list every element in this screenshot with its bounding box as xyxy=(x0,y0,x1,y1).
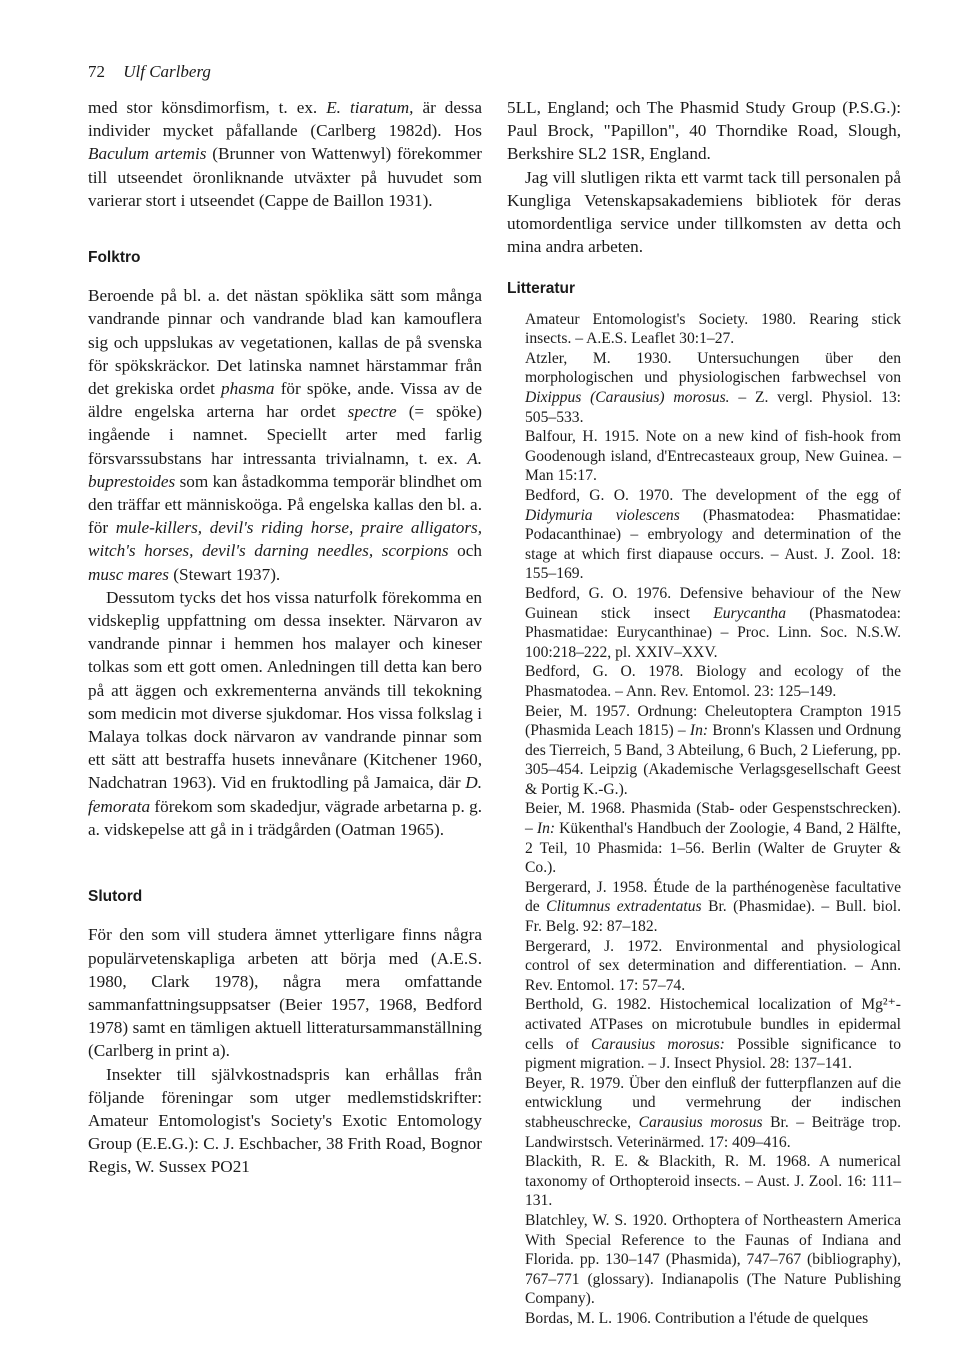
text-run: Bordas, M. L. 1906. Contribution a l'étude de quelques xyxy=(525,1309,869,1327)
text-run: Beyer, R. 1979. Über den einfluß der futterpflanzen auf die entwicklung und vermehrung der indischen stabheuschrecke, xyxy=(525,1074,901,1131)
text-run: (Brunner von Wattenwyl) förekommer till utseendet öronliknande utväxter på huvudet som varierar stort i utseendet (Cappe de Baillon 1931). xyxy=(88,144,482,210)
address-paragraph xyxy=(507,96,901,166)
left-column xyxy=(88,96,482,1179)
text-run: (Phasmatodea: Phasmatidae: Podacanthinae) – embryology and determination of the stage at which first diapause occurs. – Aust. J. Zool. 18: 155–169. xyxy=(525,506,901,583)
italic-text: spectre xyxy=(347,402,397,422)
italic-text: Carausius morosus: xyxy=(591,1035,725,1053)
italic-text: phasma xyxy=(221,379,275,399)
reference-entry xyxy=(507,1211,901,1309)
reference-entry xyxy=(507,702,901,800)
italic-text: mule-killers, devil's riding horse, praire alligators, witch's horses, devil's darning needles, scorpions xyxy=(88,518,482,561)
text-run: Bedford, G. O. 1970. The development of the egg of xyxy=(525,486,901,504)
slutord-paragraph-2 xyxy=(88,1063,482,1179)
italic-text: Dixippus (Carausius) morosus. xyxy=(525,389,730,406)
section-heading-slutord: Slutord xyxy=(88,888,143,906)
italic-text: D. femorata xyxy=(88,773,482,816)
text-run: Beier, M. 1968. Phasmida (Stab- oder Gespenstschrecken). – xyxy=(525,800,901,838)
text-run: (Stewart 1937). xyxy=(169,564,281,584)
author-name: Ulf Carlberg xyxy=(123,62,211,81)
reference-entry xyxy=(507,486,901,584)
reference-entry xyxy=(507,799,901,877)
text-run: För den som vill studera ämnet ytterligare finns några populärvetenskapliga arbeten att börja med (A.E.S. 1980, Clark 1978), några mera omfattande sammanfattningsuppsatser (Beier 1957, 1968, Bedford 1978) samt en tämligen aktuell litteratursammanställning (Carlberg in print a). xyxy=(88,925,482,1061)
section-heading-litteratur: Litteratur xyxy=(507,280,576,298)
text-run: Blackith, R. E. & Blackith, R. M. 1968. A numerical taxonomy of Orthopteroid insects. – Aust. J. Zool. 16: 111–131. xyxy=(525,1153,901,1210)
reference-entry xyxy=(507,937,901,996)
text-run: Balfour, H. 1915. Note on a new kind of fish-hook from Goodenough island, d'Entrecasteaux group, New Guinea. – Man 15:17. xyxy=(525,428,901,485)
text-run: för spöke, ande. Vissa av de äldre engelska arterna har ordet xyxy=(88,379,482,422)
text-run: Dessutom tycks det hos vissa naturfolk förekomma en vidskeplig uppfattning om dessa insekter. Närvaron av vandrande pinnar i hemmen hos malayer och kineser tolkas som ett gott omen. Anledningen till detta kan bero på att äggen och exkrementerna används till tekokning som medicin mot diverse sjukdomar. Hos vissa folkslag i Malaya tolkas dock närvaron av vandrande pinnar som ett sätt att bestraffa husets innevånare (Kitchener 1960, Nadchatran 1963). Vid en fruktodling på Jamaica, där xyxy=(88,587,482,793)
acknowledgement-paragraph xyxy=(507,166,901,259)
text-run: och xyxy=(448,541,482,561)
text-run: Kükenthal's Handbuch der Zoologie, 4 Band, 2 Hälfte, 2 Teil, 10 Phasmida: 1–56. Berlin (Walter de Gruyter & Co.). xyxy=(525,820,901,877)
italic-text: A. buprestoides xyxy=(88,448,482,491)
text-run: Berthold, G. 1982. Histochemical localization of Mg²⁺-activated ATPases on microtubule bundles in epidermal cells of xyxy=(525,996,901,1053)
text-run: Br. – Beiträge trop. Landwirstsch. Veterinärmed. 17: 409–416. xyxy=(525,1113,901,1151)
italic-text: E. tiaratum, xyxy=(326,98,414,117)
text-run: Insekter till självkostnadspris kan erhållas från följande föreningar som utger medlemstidskrifter: Amateur Entomologist's Society's Exotic Entomology Group (E.E.G.): C. J. Eschbacher, 38 Frith Road, Bognor Regis, W. Sussex PO21 xyxy=(88,1064,482,1177)
text-run: Bedford, G. O. 1976. Defensive behaviour of the New Guinean stick insect xyxy=(525,584,901,622)
slutord-paragraph-1 xyxy=(88,923,482,1062)
text-run: (= spöke) ingående i namnet. Speciellt arter med farlig försvarssubstans har intressanta trivialnamn, t. ex. xyxy=(88,402,482,468)
folktro-paragraph-2 xyxy=(88,586,482,841)
text-run: Possible significance to pigment migration. – J. Insect Physiol. 28: 137–141. xyxy=(525,1035,901,1073)
text-run: Bergerard, J. 1972. Environmental and physiological control of sex determination and differentiation. – Ann. Rev. Entomol. 17: 57–74. xyxy=(525,937,901,994)
text-run: förekom som skadedjur, vägrade arbetarna p. g. a. vidskepelse att gå in i trädgården (Oatman 1965). xyxy=(88,796,482,839)
text-run: som kan åstadkomma temporär blindhet om den träffar ett människoöga. På engelska kallas den bl. a. för xyxy=(88,471,482,538)
text-run: Bronn's Klassen und Ordnung des Tierreich, 5 Band, 3 Abteilung, 6 Buch, 2 Lieferung, pp. 305–454. Leipzig (Akademische Verlagsgesellschaft Geest & Portig K.-G.). xyxy=(525,722,901,798)
reference-list xyxy=(507,310,901,1329)
text-run: Bedford, G. O. 1978. Biology and ecology of the Phasmatodea. – Ann. Rev. Entomol. 23: 125–149. xyxy=(525,663,901,700)
reference-entry xyxy=(507,1309,901,1329)
text-run: Amateur Entomologist's Society. 1980. Rearing stick insects. – A.E.S. Leaflet 30:1–27. xyxy=(525,310,901,348)
folktro-paragraph-1 xyxy=(88,284,482,586)
reference-entry xyxy=(507,878,901,937)
italic-text: Baculum artemis xyxy=(88,144,207,164)
italic-text: musc mares xyxy=(88,564,169,584)
reference-entry xyxy=(507,427,901,486)
italic-text: In: xyxy=(689,722,709,740)
italic-text: In: xyxy=(536,820,556,838)
reference-entry xyxy=(507,349,901,427)
text-run: Atzler, M. 1930. Untersuchungen über den morphologischen und physiologischen farbwechsel von xyxy=(525,349,901,387)
text-run: Bergerard, J. 1958. Étude de la parthénogenèse facultative de xyxy=(525,878,901,916)
page-number: 72 xyxy=(88,62,105,81)
text-run: Blatchley, W. S. 1920. Orthoptera of Northeastern America With Special Reference to the Faunas of Indiana and Florida. pp. 130–147 (Phasmida), 747–767 (bibliography), 767–771 (glossary). Indianapolis (The Nature Publishing Company). xyxy=(525,1211,901,1308)
italic-text: Didymuria violescens xyxy=(525,506,680,524)
reference-entry xyxy=(507,662,901,701)
text-run: – Z. vergl. Physiol. 13: 505–533. xyxy=(525,389,901,426)
reference-entry xyxy=(507,310,901,349)
reference-entry xyxy=(507,1152,901,1211)
italic-text: Eurycantha xyxy=(713,604,786,622)
italic-text: Carausius morosus xyxy=(638,1113,763,1131)
text-run: Beier, M. 1957. Ordnung: Cheleutoptera Crampton 1915 (Phasmida Leach 1815) – xyxy=(525,702,901,740)
text-run: 5LL, England; och The Phasmid Study Group (P.S.G.): Paul Brock, "Papillon", 40 Thorndike Road, Slough, Berkshire SL2 1SR, England. xyxy=(507,98,901,164)
italic-text: Clitumnus extradentatus xyxy=(546,898,702,916)
text-run: är dessa individer mycket påfallande (Carlberg 1982d). Hos xyxy=(88,98,482,141)
reference-entry xyxy=(507,995,901,1073)
reference-entry xyxy=(507,1074,901,1152)
running-head xyxy=(88,62,211,82)
text-run: (Phasmatodea: Phasmatidae: Eurycanthinae) – Proc. Linn. Soc. N.S.W. 100:218–222, pl. XXIV–XXV. xyxy=(525,604,901,661)
text-run: med stor könsdimorfism, t. ex. xyxy=(88,98,327,117)
intro-paragraph xyxy=(88,96,482,212)
text-run: Br. (Phasmidae). – Bull. biol. Fr. Belg. 92: 87–182. xyxy=(525,898,902,936)
reference-entry xyxy=(507,584,901,662)
right-column xyxy=(507,96,901,1329)
text-run: Jag vill slutligen rikta ett varmt tack till personalen på Kungliga Vetenskapsakademiens bibliotek för deras utomordentliga service under tillkomsten av detta och mina andra arbeten. xyxy=(507,167,901,257)
text-run: Beroende på bl. a. det nästan spöklika sätt som många vandrande pinnar och vandrande blad kan kamouflera sig och uppslukas av vegetationen, kallas de på svenska för spökskräckor. Det latinska namnet härstammar från det grekiska ordet xyxy=(88,286,482,399)
section-heading-folktro: Folktro xyxy=(88,249,141,267)
